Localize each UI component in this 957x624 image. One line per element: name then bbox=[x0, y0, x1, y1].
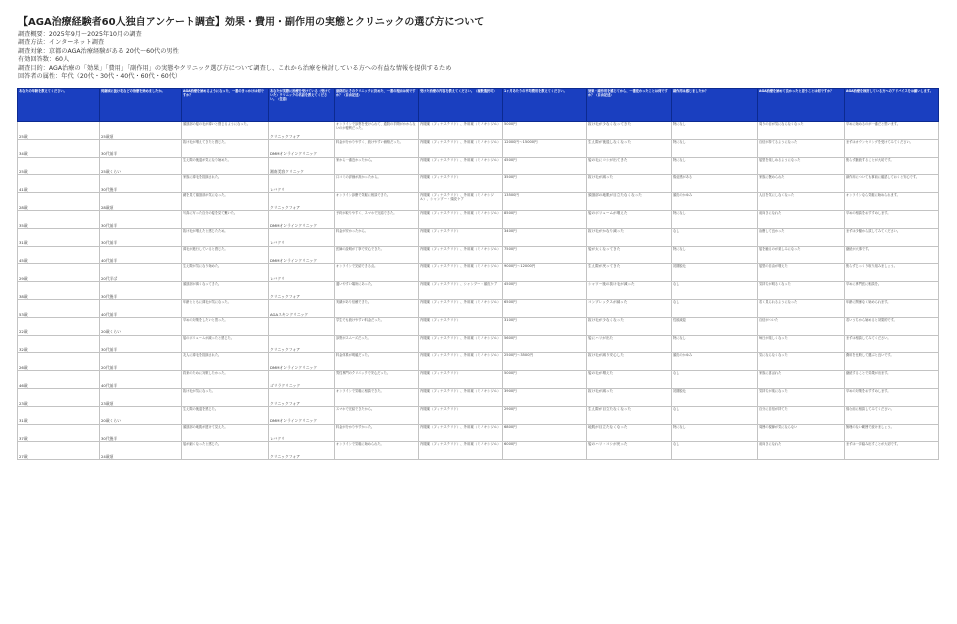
cell-monthly-cost: 6500円 bbox=[503, 299, 587, 317]
cell-age: 32歳 bbox=[18, 335, 100, 353]
cell-age: 23歳 bbox=[18, 388, 100, 406]
cell-clinic-reason: 予約が取りやすく、スマホで完結できた。 bbox=[335, 210, 419, 228]
cell-trigger: 将来のために対策したかった。 bbox=[182, 371, 269, 389]
cell-monthly-cost: 12000円〜15000円 bbox=[503, 139, 587, 157]
cell-monthly-cost: 3500円 bbox=[503, 175, 587, 193]
survey-target: 調査対象：京都のAGA治療経験がある 20代〜60代の男性 bbox=[18, 47, 179, 55]
cell-clinic-reason: オンラインで気軽に始められた。 bbox=[335, 442, 419, 460]
cell-change: 生え際が後退しなくなった bbox=[587, 139, 672, 157]
cell-change: コンプレックスが減った bbox=[587, 299, 672, 317]
cell-clinic-name bbox=[269, 317, 335, 335]
cell-clinic-name: クリニックフォア bbox=[269, 335, 335, 353]
cell-good-point: 髪型の自由が増えた bbox=[758, 264, 845, 282]
table-row bbox=[18, 353, 939, 371]
cell-age: 29歳 bbox=[18, 264, 100, 282]
cell-age: 46歳 bbox=[18, 371, 100, 389]
cell-trigger: 頭頂部が薄くなってきた。 bbox=[182, 282, 269, 300]
cell-change: 髪の毛にコシが出てきた bbox=[587, 157, 672, 175]
cell-clinic-reason: 家から一番近かったから。 bbox=[335, 157, 419, 175]
cell-clinic-name: ゴリラクリニック bbox=[269, 371, 335, 389]
cell-clinic-name: DMMオンラインクリニック bbox=[269, 353, 335, 371]
cell-change: 抜け毛が減った bbox=[587, 175, 672, 193]
cell-good-point: 前向きになれた bbox=[758, 442, 845, 460]
cell-monthly-cost: 5000円 bbox=[503, 371, 587, 389]
cell-good-point: 自信がついた bbox=[758, 317, 845, 335]
cell-start-age: 30代後半 bbox=[100, 424, 182, 442]
cell-start-age: 30代前半 bbox=[100, 228, 182, 246]
cell-treatment: 内服薬（フィナステリド）、シャンプー・頭皮ケア bbox=[419, 282, 503, 300]
cell-monthly-cost: 3100円 bbox=[503, 317, 587, 335]
table-row bbox=[18, 139, 939, 157]
cell-clinic-name: DMMオンラインクリニック bbox=[269, 139, 335, 157]
page-title: 【AGA治療経験者60人独自アンケート調査】効果・費用・副作用の実態とクリニックの選び方について bbox=[18, 17, 485, 28]
cell-good-point: 人目を気にしなくなった bbox=[758, 193, 845, 211]
cell-side-effect: 特になし bbox=[672, 246, 758, 264]
cell-good-point: 周囲の視線が気にならない bbox=[758, 424, 845, 442]
table-body bbox=[18, 122, 939, 460]
cell-start-age: 25歳頃 bbox=[100, 122, 182, 140]
cell-treatment: 内服薬（フィナステリド）、外用薬（ミノキシジル） bbox=[419, 388, 503, 406]
column-header-good-point: AGA治療を始めて良かったと思うことは何ですか？ bbox=[758, 89, 845, 122]
cell-monthly-cost: 7500円 bbox=[503, 246, 587, 264]
cell-side-effect: 特になし bbox=[672, 335, 758, 353]
cell-age: 27歳 bbox=[18, 442, 100, 460]
table-row bbox=[18, 264, 939, 282]
cell-age: 35歳 bbox=[18, 210, 100, 228]
cell-monthly-cost: 9000円〜12000円 bbox=[503, 264, 587, 282]
survey-responses: 有効回答数：60人 bbox=[18, 56, 70, 64]
cell-side-effect: 特になし bbox=[672, 139, 758, 157]
cell-treatment: 内服薬（フィナステリド）、外用薬（ミノキシジル） bbox=[419, 335, 503, 353]
cell-good-point: 治療して良かった bbox=[758, 228, 845, 246]
cell-good-point: 髪型を楽しめるようになった bbox=[758, 157, 845, 175]
cell-start-age: 25歳くらい bbox=[100, 157, 182, 175]
cell-good-point: 気持ちが楽になった bbox=[758, 388, 845, 406]
table-row bbox=[18, 317, 939, 335]
cell-change: 生え際が目立たなくなった bbox=[587, 406, 672, 424]
column-header-trigger: AGA治療を始めるようになった、一番のきっかけは何ですか？ bbox=[182, 89, 269, 122]
cell-clinic-name: レバクリ bbox=[269, 264, 335, 282]
cell-good-point: 自信が持てるようになった bbox=[758, 139, 845, 157]
cell-trigger: 頭頂部の髪の毛が薄いと感じるようになった。 bbox=[182, 122, 269, 140]
cell-monthly-cost: 6000円 bbox=[503, 442, 587, 460]
cell-clinic-name: クリニックフォア bbox=[269, 122, 335, 140]
cell-side-effect: なし bbox=[672, 282, 758, 300]
cell-side-effect: なし bbox=[672, 371, 758, 389]
cell-trigger: 鏡を見て頭頂部が気になった。 bbox=[182, 193, 269, 211]
cell-treatment: 内服薬（フィナステリド）、外用薬（ミノキシジル） bbox=[419, 210, 503, 228]
cell-change: シャワー後の抜け毛が減った bbox=[587, 282, 672, 300]
cell-change: 髪の毛が増えた bbox=[587, 371, 672, 389]
cell-treatment: 内服薬（フィナステリド） bbox=[419, 317, 503, 335]
cell-advice: 早めの相談をおすすめします。 bbox=[845, 210, 939, 228]
cell-clinic-name: DMMオンラインクリニック bbox=[269, 246, 335, 264]
cell-trigger: 早めの対策をしたいと思った。 bbox=[182, 317, 269, 335]
cell-change: 抜け毛が少なくなった bbox=[587, 317, 672, 335]
survey-method: 調査方法：インターネット調査 bbox=[18, 39, 105, 47]
table-row bbox=[18, 406, 939, 424]
cell-change: 抜け毛が少なくなってきた bbox=[587, 122, 672, 140]
cell-age: 37歳 bbox=[18, 424, 100, 442]
cell-clinic-name: DMMオンラインクリニック bbox=[269, 210, 335, 228]
cell-advice: 焦らず継続することが大切です。 bbox=[845, 157, 939, 175]
cell-trigger: 家族に薄毛を指摘された。 bbox=[182, 175, 269, 193]
cell-trigger: 抜け毛が増えたと感じたため。 bbox=[182, 228, 269, 246]
cell-age: 25歳 bbox=[18, 122, 100, 140]
cell-treatment: 内服薬（フィナステリド） bbox=[419, 406, 503, 424]
cell-clinic-reason: 実績があり信頼できた。 bbox=[335, 299, 419, 317]
cell-age: 31歳 bbox=[18, 406, 100, 424]
cell-start-age: 30代後半 bbox=[100, 282, 182, 300]
column-header-treatment: 受けた治療の内容を教えてください。（複数選択可） bbox=[419, 89, 503, 122]
column-header-advice: AGA治療を検討している方へのアドバイスをお願いします。 bbox=[845, 89, 939, 122]
column-header-monthly-cost: 1ヶ月あたりの平均費用を教えてください。 bbox=[503, 89, 587, 122]
cell-good-point: 自分に自信が持てた bbox=[758, 406, 845, 424]
cell-age: 41歳 bbox=[18, 175, 100, 193]
cell-start-age: 30代後半 bbox=[100, 175, 182, 193]
column-header-clinic-name: あなたが実際に治療を受けている（受けていた）クリニックの名前を教えてください。（任意） bbox=[269, 89, 335, 122]
cell-side-effect: 頭皮のかゆみ bbox=[672, 193, 758, 211]
cell-good-point: 気にならなくなった bbox=[758, 353, 845, 371]
table-row bbox=[18, 228, 939, 246]
cell-clinic-reason: 医師の説明が丁寧で安心できた。 bbox=[335, 246, 419, 264]
cell-start-age: 40代前半 bbox=[100, 299, 182, 317]
cell-side-effect: なし bbox=[672, 442, 758, 460]
cell-advice: 費用を比較して選ぶと良いです。 bbox=[845, 353, 939, 371]
cell-good-point: 前向きになれた bbox=[758, 210, 845, 228]
cell-good-point: 気持ちが明るくなった bbox=[758, 282, 845, 300]
table-row bbox=[18, 299, 939, 317]
cell-clinic-reason: オンライン診療で気軽に相談できた。 bbox=[335, 193, 419, 211]
survey-purpose: 調査目的：AGA治療の「効果」「費用」「副作用」の実態やクリニック選び方について調査し、これから治療を検討している方への有益な情報を提供するため bbox=[18, 64, 452, 72]
respondent-attributes: 回答者の属性：年代（20代・30代・40代・60代・60代） bbox=[18, 73, 182, 81]
cell-clinic-reason: 料金が分かりやすかった。 bbox=[335, 424, 419, 442]
cell-start-age: 23歳頃 bbox=[100, 388, 182, 406]
cell-clinic-name: クリニックフォア bbox=[269, 282, 335, 300]
cell-good-point: 毎日が楽しくなった bbox=[758, 335, 845, 353]
cell-age: 31歳 bbox=[18, 228, 100, 246]
cell-treatment: 内服薬（フィナステリド）、外用薬（ミノキシジル） bbox=[419, 264, 503, 282]
cell-start-age: 20代前半 bbox=[100, 353, 182, 371]
cell-monthly-cost: 3900円 bbox=[503, 388, 587, 406]
cell-advice: オンラインなら気軽に始められます。 bbox=[845, 193, 939, 211]
cell-trigger: 抜け毛が増えてきたと感じた。 bbox=[182, 139, 269, 157]
cell-advice: 副作用についても事前に確認しておくと安心です。 bbox=[845, 175, 939, 193]
cell-treatment: 内服薬（フィナステリド）、外用薬（ミノキシジル） bbox=[419, 299, 503, 317]
cell-side-effect: 特になし bbox=[672, 424, 758, 442]
cell-advice: 早めに始めるのが一番だと思います。 bbox=[845, 122, 939, 140]
cell-advice: 早めの対策をおすすめします。 bbox=[845, 388, 939, 406]
cell-advice: 無理のない範囲で続けましょう。 bbox=[845, 424, 939, 442]
cell-treatment: 内服薬（フィナステリド）、外用薬（ミノキシジル） bbox=[419, 442, 503, 460]
cell-treatment: 内服薬（フィナステリド）、外用薬（ミノキシジル） bbox=[419, 424, 503, 442]
cell-age: 34歳 bbox=[18, 139, 100, 157]
cell-good-point: 家族に喜ばれた bbox=[758, 371, 845, 389]
table-row bbox=[18, 371, 939, 389]
cell-clinic-reason: 料金が分かりやすく、続けやすい価格だった。 bbox=[335, 139, 419, 157]
cell-change: 抜け毛が減った bbox=[587, 388, 672, 406]
cell-clinic-reason: 料金体系が明確だった。 bbox=[335, 353, 419, 371]
cell-clinic-reason: スマホで完結できたから。 bbox=[335, 406, 419, 424]
cell-clinic-name: 湘南美容クリニック bbox=[269, 157, 335, 175]
cell-trigger: 髪のボリュームが減ったと感じた。 bbox=[182, 335, 269, 353]
cell-change: 地肌が目立たなくなった bbox=[587, 424, 672, 442]
column-header-start-age: 何歳頃に抜け毛などの治療を始めましたか。 bbox=[100, 89, 182, 122]
cell-treatment: 内服薬（フィナステリド）、外用薬（ミノキシジル）、シャンプー・頭皮ケア bbox=[419, 193, 503, 211]
cell-clinic-reason: オンラインで診察を受けられて、通院の手間がかからないのが便利だった。 bbox=[335, 122, 419, 140]
cell-treatment: 内服薬（フィナステリド） bbox=[419, 371, 503, 389]
cell-trigger: 薄毛が進行していると感じた。 bbox=[182, 246, 269, 264]
cell-treatment: 内服薬（フィナステリド）、外用薬（ミノキシジル） bbox=[419, 122, 503, 140]
cell-monthly-cost: 8500円 bbox=[503, 210, 587, 228]
cell-clinic-name: AGAスキンクリニック bbox=[269, 299, 335, 317]
cell-clinic-name: レバクリ bbox=[269, 424, 335, 442]
cell-advice: 年齢に関係なく始められます。 bbox=[845, 299, 939, 317]
cell-trigger: 頭頂部の地肌が透けて見えた。 bbox=[182, 424, 269, 442]
table-row bbox=[18, 210, 939, 228]
cell-clinic-reason: 料金が安かったから。 bbox=[335, 228, 419, 246]
cell-monthly-cost: 2900円 bbox=[503, 406, 587, 424]
cell-trigger: 抜け毛が気になった。 bbox=[182, 388, 269, 406]
table-row bbox=[18, 157, 939, 175]
cell-side-effect: なし bbox=[672, 299, 758, 317]
cell-start-age: 40代前半 bbox=[100, 371, 182, 389]
cell-treatment: 内服薬（フィナステリド） bbox=[419, 175, 503, 193]
cell-change: 頭頂部の地肌が目立たなくなった bbox=[587, 193, 672, 211]
cell-trigger: 写真に写った自分の髪を見て驚いた。 bbox=[182, 210, 269, 228]
cell-change: 抜け毛が減り安心した bbox=[587, 353, 672, 371]
cell-advice: 若いうちから始めると効果的です。 bbox=[845, 317, 939, 335]
column-header-change: 効果・副作用を感じてから、一番変わったことは何ですか？（自由記述） bbox=[587, 89, 672, 122]
cell-change: 髪が太くなってきた bbox=[587, 246, 672, 264]
table-row bbox=[18, 335, 939, 353]
cell-start-age: 28歳頃 bbox=[100, 193, 182, 211]
table-row bbox=[18, 246, 939, 264]
cell-clinic-name: レバクリ bbox=[269, 228, 335, 246]
cell-change: 髪のボリュームが増えた bbox=[587, 210, 672, 228]
table-header-row bbox=[18, 89, 939, 122]
cell-advice: 焦らずじっくり取り組みましょう。 bbox=[845, 264, 939, 282]
cell-clinic-name: DMMオンラインクリニック bbox=[269, 406, 335, 424]
cell-trigger: 年齢とともに薄毛が気になった。 bbox=[182, 299, 269, 317]
cell-side-effect: なし bbox=[672, 228, 758, 246]
cell-monthly-cost: 3400円 bbox=[503, 228, 587, 246]
cell-side-effect: なし bbox=[672, 406, 758, 424]
cell-side-effect: 初期脱毛 bbox=[672, 388, 758, 406]
cell-age: 28歳 bbox=[18, 193, 100, 211]
cell-start-age: 30代前半 bbox=[100, 139, 182, 157]
cell-clinic-reason: 学生でも続けやすい料金だった。 bbox=[335, 317, 419, 335]
survey-overview bbox=[18, 31, 938, 81]
cell-age: 38歳 bbox=[18, 282, 100, 300]
table-row bbox=[18, 282, 939, 300]
cell-start-age: 20代半ば bbox=[100, 264, 182, 282]
table-row bbox=[18, 424, 939, 442]
cell-good-point: 若く見られるようになった bbox=[758, 299, 845, 317]
cell-change: 生え際が戻ってきた bbox=[587, 264, 672, 282]
cell-clinic-name: クリニックフォア bbox=[269, 442, 335, 460]
cell-age: 45歳 bbox=[18, 246, 100, 264]
cell-clinic-name: クリニックフォア bbox=[269, 193, 335, 211]
cell-side-effect: 初期脱毛 bbox=[672, 264, 758, 282]
cell-change: 抜け毛がかなり減った bbox=[587, 228, 672, 246]
cell-advice: 継続することで効果が出ます。 bbox=[845, 371, 939, 389]
cell-treatment: 内服薬（フィナステリド）、外用薬（ミノキシジル） bbox=[419, 157, 503, 175]
cell-side-effect: 特になし bbox=[672, 157, 758, 175]
cell-side-effect: 頭皮のかゆみ bbox=[672, 353, 758, 371]
cell-start-age: 40代前半 bbox=[100, 246, 182, 264]
cell-treatment: 内服薬（フィナステリド）、外用薬（ミノキシジル） bbox=[419, 246, 503, 264]
cell-advice: 継続が大事です。 bbox=[845, 246, 939, 264]
cell-advice: 悩む前に相談してみてください。 bbox=[845, 406, 939, 424]
cell-trigger: 生え際の後退が気になり始めた。 bbox=[182, 157, 269, 175]
cell-side-effect: 特になし bbox=[672, 210, 758, 228]
cell-advice: まずは相談してみてください。 bbox=[845, 335, 939, 353]
cell-start-age: 30代前半 bbox=[100, 335, 182, 353]
cell-age: 53歳 bbox=[18, 299, 100, 317]
table-row bbox=[18, 175, 939, 193]
cell-start-age: 20歳くらい bbox=[100, 317, 182, 335]
cell-advice: 早めに専門医に相談を。 bbox=[845, 282, 939, 300]
cell-trigger: 髪が細くなったと感じた。 bbox=[182, 442, 269, 460]
table-row bbox=[18, 388, 939, 406]
cell-clinic-name: クリニックフォア bbox=[269, 388, 335, 406]
survey-period: 調査概要：2025年9月〜2025年10月の調査 bbox=[18, 31, 142, 38]
cell-monthly-cost: 13500円 bbox=[503, 193, 587, 211]
survey-results-table bbox=[17, 88, 939, 460]
cell-good-point: 家族に褒められた bbox=[758, 175, 845, 193]
cell-advice: まずは少額から試してみてください。 bbox=[845, 228, 939, 246]
cell-monthly-cost: 2500円〜3500円 bbox=[503, 353, 587, 371]
cell-age: 26歳 bbox=[18, 353, 100, 371]
cell-clinic-reason: 診察がスムーズだった。 bbox=[335, 335, 419, 353]
table-row bbox=[18, 442, 939, 460]
cell-start-age: 20歳くらい bbox=[100, 406, 182, 424]
cell-good-point: 髪を触るのが楽しみになった bbox=[758, 246, 845, 264]
cell-trigger: 生え際が気になり始めた。 bbox=[182, 264, 269, 282]
cell-change: 髪にハリが出た bbox=[587, 335, 672, 353]
cell-clinic-name: レバクリ bbox=[269, 175, 335, 193]
cell-clinic-reason: 男性専門のクリニックで安心だった。 bbox=[335, 371, 419, 389]
cell-trigger: 友人に薄毛を指摘された。 bbox=[182, 353, 269, 371]
cell-clinic-reason: 通いやすい場所にあった。 bbox=[335, 282, 419, 300]
cell-treatment: 内服薬（フィナステリド）、外用薬（ミノキシジル） bbox=[419, 353, 503, 371]
column-header-side-effect: 副作用は感じましたか？ bbox=[672, 89, 758, 122]
cell-treatment: 内服薬（フィナステリド） bbox=[419, 228, 503, 246]
cell-clinic-reason: オンラインで完結できる点。 bbox=[335, 264, 419, 282]
cell-monthly-cost: 4500円 bbox=[503, 282, 587, 300]
cell-good-point: 周りの目が気にならなくなった bbox=[758, 122, 845, 140]
cell-monthly-cost: 4500円 bbox=[503, 157, 587, 175]
cell-trigger: 生え際の後退を感じた。 bbox=[182, 406, 269, 424]
cell-monthly-cost: 5600円 bbox=[503, 335, 587, 353]
cell-age: 22歳 bbox=[18, 317, 100, 335]
column-header-clinic-reason: 最終的にそのクリニックに決めた、一番の理由は何ですか？（自由記述） bbox=[335, 89, 419, 122]
cell-change: 髪のハリ・コシが戻った bbox=[587, 442, 672, 460]
cell-clinic-reason: オンラインで気軽に相談できた。 bbox=[335, 388, 419, 406]
cell-clinic-reason: 口コミの評価が高かったから。 bbox=[335, 175, 419, 193]
table-row bbox=[18, 193, 939, 211]
cell-side-effect: 性欲減退 bbox=[672, 317, 758, 335]
cell-advice: まずはカウンセリングを受けてみてください。 bbox=[845, 139, 939, 157]
column-header-age: あなたの年齢を教えてください。 bbox=[18, 89, 100, 122]
cell-side-effect: 倦怠感がある bbox=[672, 175, 758, 193]
cell-advice: まずは一歩踏み出すことが大切です。 bbox=[845, 442, 939, 460]
cell-treatment: 内服薬（フィナステリド）、外用薬（ミノキシジル） bbox=[419, 139, 503, 157]
cell-monthly-cost: 6800円 bbox=[503, 424, 587, 442]
cell-age: 25歳 bbox=[18, 157, 100, 175]
cell-side-effect: 特になし bbox=[672, 122, 758, 140]
cell-start-age: 24歳頃 bbox=[100, 442, 182, 460]
cell-monthly-cost: 5000円 bbox=[503, 122, 587, 140]
cell-start-age: 30代前半 bbox=[100, 210, 182, 228]
table-row bbox=[18, 122, 939, 140]
